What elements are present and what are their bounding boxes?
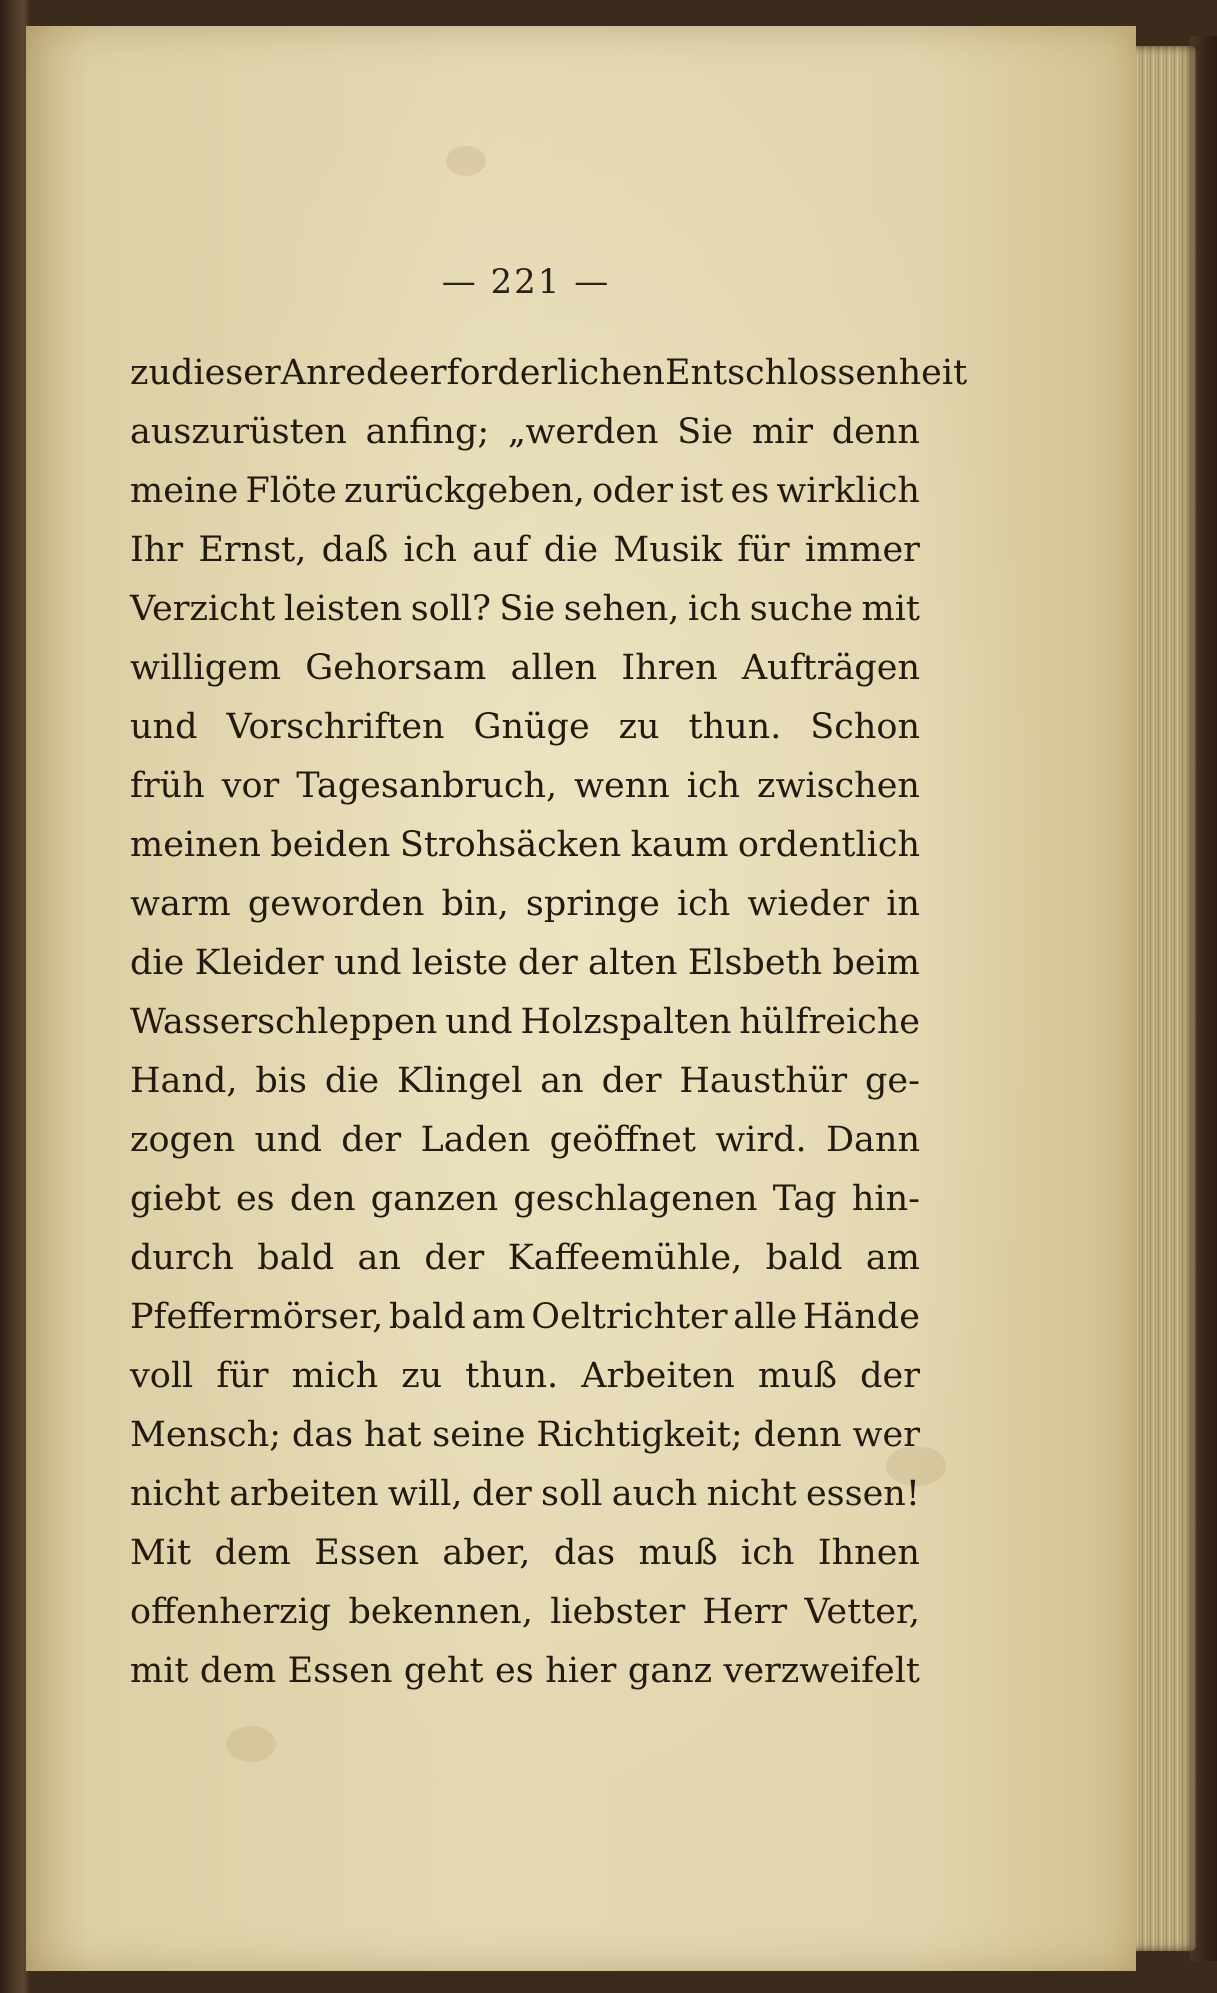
word: Gnüge (473, 707, 590, 747)
word: durch (130, 1238, 234, 1278)
word: Sie (677, 412, 734, 452)
text-line (130, 757, 920, 816)
text-line (130, 1465, 920, 1524)
word: wird. (715, 1120, 807, 1160)
word: die (130, 943, 185, 983)
book-page (26, 26, 1136, 1971)
word: Ihnen (817, 1533, 920, 1573)
word: hin- (851, 1179, 920, 1219)
word: Elsbeth (687, 943, 823, 983)
word: Hände (802, 1297, 920, 1337)
word: und (254, 1120, 322, 1160)
word: meine (130, 471, 239, 511)
word: Mit (130, 1533, 192, 1573)
text-line (130, 344, 968, 403)
text-line (130, 462, 920, 521)
text-line (130, 1170, 920, 1229)
word: das (553, 1533, 616, 1573)
word: willigem (130, 648, 282, 688)
word: ganzen (370, 1179, 499, 1219)
word: „werden (507, 412, 659, 452)
word: Holzspalten (520, 1002, 732, 1042)
word: früh (130, 766, 205, 806)
text-line (130, 698, 920, 757)
word: mit (130, 1651, 189, 1691)
word: Dann (825, 1120, 920, 1160)
word: zu (130, 353, 171, 393)
word: denn (753, 1415, 842, 1455)
word: mich (291, 1356, 379, 1396)
word: für (737, 530, 790, 570)
text-line (130, 639, 920, 698)
word: kaum (630, 825, 729, 865)
text-line (130, 934, 920, 993)
word: warm (130, 884, 231, 924)
word: aber, (442, 1533, 531, 1573)
word: Aufträgen (741, 648, 920, 688)
word: Wasserschleppen (130, 1002, 438, 1042)
word: Hausthür (679, 1061, 848, 1101)
word: Anrede (280, 353, 410, 393)
word: immer (804, 530, 920, 570)
word: geschlagenen (513, 1179, 758, 1219)
word: seine (432, 1415, 526, 1455)
word: Musik (613, 530, 723, 570)
word: an (540, 1061, 584, 1101)
word: Essen (287, 1651, 393, 1691)
word: hier (545, 1651, 617, 1691)
word: Herr (702, 1592, 788, 1632)
word: hülfreiche (739, 1002, 920, 1042)
word: ich (687, 589, 742, 629)
word: ich (403, 530, 457, 570)
word: alten (588, 943, 678, 983)
word: Oeltrichter (531, 1297, 728, 1337)
word: Entschlossenheit (664, 353, 968, 393)
word: nicht (706, 1474, 797, 1514)
word: ist (680, 471, 724, 511)
text-line (130, 1406, 920, 1465)
body-text (130, 344, 968, 1701)
word: daß (321, 530, 389, 570)
word: geht (403, 1651, 484, 1691)
word: meinen (130, 825, 261, 865)
word: am (471, 1297, 526, 1337)
word: mit (861, 589, 920, 629)
word: erforderlichen (409, 353, 665, 393)
word: Vetter, (804, 1592, 920, 1632)
word: Ernst, (198, 530, 307, 570)
word: Essen (314, 1533, 419, 1573)
word: vor (221, 766, 280, 806)
word: Arbeiten (581, 1356, 735, 1396)
word: ich (686, 766, 741, 806)
word: springe (525, 884, 660, 924)
word: Gehorsam (305, 648, 487, 688)
word: und (333, 943, 402, 983)
text-line (130, 1347, 920, 1406)
word: wieder (747, 884, 870, 924)
word: soll (541, 1474, 603, 1514)
text-line (130, 993, 920, 1052)
word: beim (832, 943, 920, 983)
word: Sie (499, 589, 556, 629)
word: der (860, 1356, 920, 1396)
word: wer (852, 1415, 920, 1455)
word: soll? (410, 589, 491, 629)
word: wirklich (776, 471, 920, 511)
word: mir (751, 412, 814, 452)
word: bekennen, (348, 1592, 533, 1632)
word: Tagesanbruch, (296, 766, 558, 806)
word: Mensch; (130, 1415, 281, 1455)
word: oder (592, 471, 673, 511)
page-number-header: — 221 — (441, 262, 611, 302)
word: es (495, 1651, 534, 1691)
word: für (216, 1356, 269, 1396)
word: und (445, 1002, 513, 1042)
text-line (130, 1642, 920, 1701)
word: zogen (130, 1120, 236, 1160)
word: alle (733, 1297, 798, 1337)
word: das (291, 1415, 354, 1455)
word: sehen, (563, 589, 680, 629)
word: Pfeffermörser, (130, 1297, 384, 1337)
word: ge- (865, 1061, 920, 1101)
text-line (130, 816, 920, 875)
word: geöffnet (549, 1120, 696, 1160)
word: voll (130, 1356, 194, 1396)
word: verzweifelt (723, 1651, 920, 1691)
word: Verzicht (130, 589, 276, 629)
word: die (324, 1061, 380, 1101)
word: thun. (465, 1356, 559, 1396)
word: geworden (247, 884, 425, 924)
word: Ihr (130, 530, 184, 570)
text-line (130, 1052, 920, 1111)
text-line (130, 580, 920, 639)
text-line (130, 1524, 920, 1583)
word: Laden (420, 1120, 531, 1160)
word: der (517, 943, 578, 983)
word: bald (388, 1297, 466, 1337)
word: Strohsäcken (399, 825, 622, 865)
word: ganz (627, 1651, 713, 1691)
word: es (235, 1179, 275, 1219)
word: der (601, 1061, 662, 1101)
word: bald (257, 1238, 335, 1278)
text-line (130, 1229, 920, 1288)
word: der (424, 1238, 485, 1278)
word: dem (199, 1651, 277, 1691)
word: ordentlich (737, 825, 920, 865)
word: zurückgeben, (343, 471, 585, 511)
word: der (341, 1120, 402, 1160)
word: am (865, 1238, 920, 1278)
word: Kleider (194, 943, 324, 983)
text-line (130, 403, 920, 462)
word: die (543, 530, 599, 570)
word: ich (741, 1533, 795, 1573)
word: zu (618, 707, 660, 747)
text-line (130, 1583, 920, 1642)
word: Klingel (397, 1061, 523, 1101)
word: und (130, 707, 198, 747)
word: den (289, 1179, 356, 1219)
word: Schon (810, 707, 920, 747)
word: bald (765, 1238, 843, 1278)
word: muß (757, 1356, 838, 1396)
word: arbeiten (229, 1474, 379, 1514)
word: essen! (805, 1474, 920, 1514)
word: Vorschriften (226, 707, 445, 747)
word: ich (676, 884, 731, 924)
word: leiste (411, 943, 508, 983)
word: anfing; (365, 412, 490, 452)
word: suche (749, 589, 854, 629)
word: allen (510, 648, 598, 688)
word: in (886, 884, 920, 924)
word: beiden (270, 825, 391, 865)
word: bin, (441, 884, 509, 924)
text-line (130, 875, 920, 934)
word: thun. (688, 707, 782, 747)
text-line (130, 1288, 920, 1347)
word: wenn (574, 766, 670, 806)
word: Tag (772, 1179, 837, 1219)
word: nicht (130, 1474, 220, 1514)
word: denn (831, 412, 920, 452)
word: an (357, 1238, 401, 1278)
word: es (730, 471, 770, 511)
word: auf (472, 530, 529, 570)
word: Flöte (245, 471, 337, 511)
word: will, (387, 1474, 463, 1514)
word: giebt (130, 1179, 221, 1219)
text-line (130, 521, 920, 580)
word: Richtigkeit; (536, 1415, 743, 1455)
paper-stain (446, 146, 486, 176)
word: hat (363, 1415, 422, 1455)
word: zu (401, 1356, 443, 1396)
word: bis (255, 1061, 307, 1101)
word: zwischen (757, 766, 920, 806)
paper-stain (226, 1726, 276, 1762)
word: offenherzig (130, 1592, 332, 1632)
word: leisten (283, 589, 403, 629)
word: liebster (550, 1592, 686, 1632)
word: dem (214, 1533, 291, 1573)
word: auszurüsten (130, 412, 347, 452)
word: muß (638, 1533, 718, 1573)
text-line (130, 1111, 920, 1170)
word: der (471, 1474, 532, 1514)
word: dieser (170, 353, 281, 393)
word: Kaffeemühle, (507, 1238, 743, 1278)
word: Ihren (621, 648, 718, 688)
word: auch (611, 1474, 698, 1514)
word: Hand, (130, 1061, 238, 1101)
